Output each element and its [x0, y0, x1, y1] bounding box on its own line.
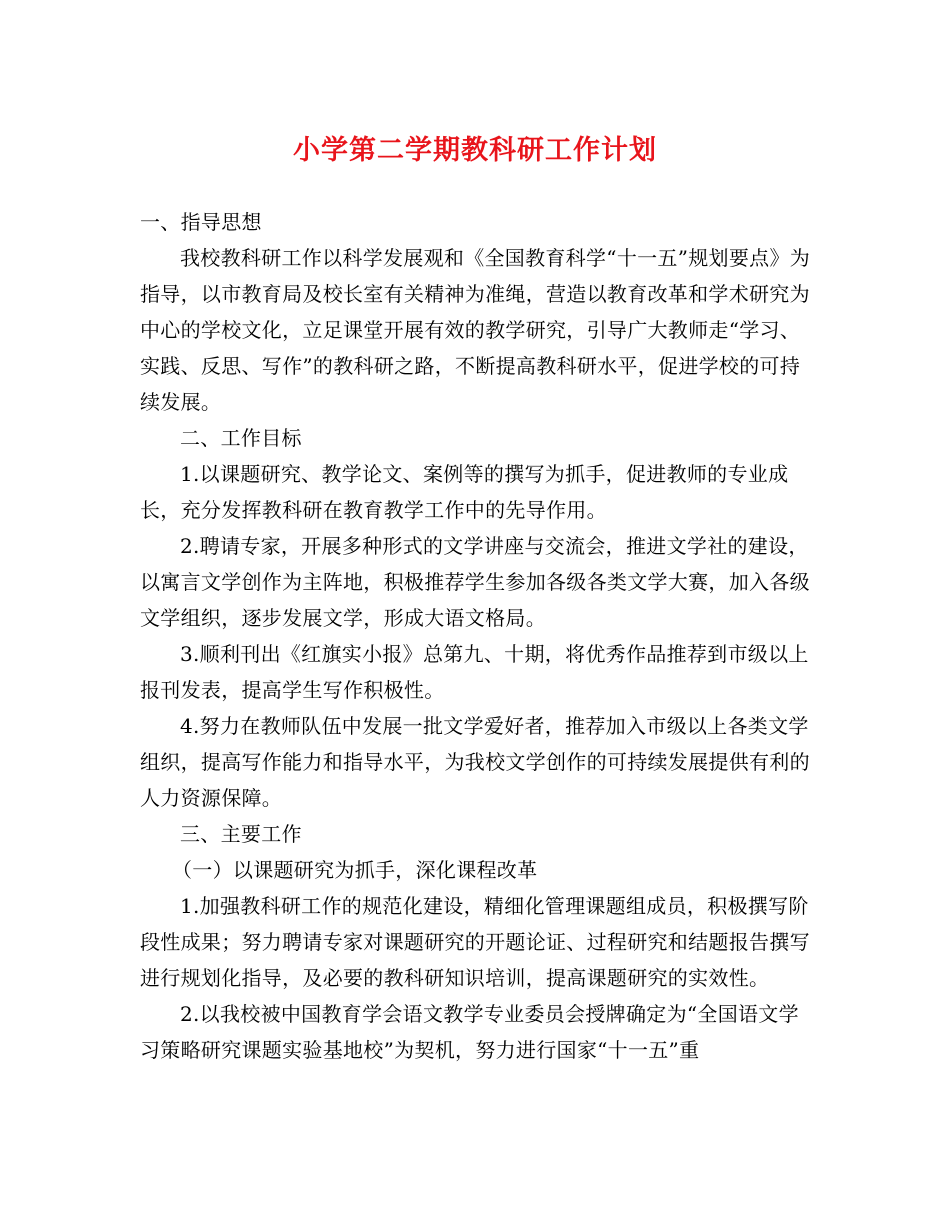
work-item-2: 2.以我校被中国教育学会语文教学专业委员会授牌确定为“全国语文学习策略研究课题实验基地校”为契机，努力进行国家“十一五”重: [140, 1002, 799, 1062]
section-heading-work-goals: 二、工作目标: [180, 426, 302, 450]
goal-item-3: 3.顺利刊出《红旗实小报》总第九、十期，将优秀作品推荐到市级以上报刊发表，提高学生写作积极性。: [140, 642, 809, 702]
paragraph-guiding-thought: 我校教科研工作以科学发展观和《全国教育科学“十一五”规划要点》为指导，以市教育局及校长室有关精神为准绳，营造以教育改革和学术研究为中心的学校文化，立足课堂开展有效的教学研究，引导广大教师走“学习、实践、反思、写作”的教科研之路，不断提高教科研水平，促进学校的可持续发展。: [140, 246, 811, 414]
work-item-1: 1.加强教科研工作的规范化建设，精细化管理课题组成员，积极撰写阶段性成果；努力聘请专家对课题研究的开题论证、过程研究和结题报告撰写进行规划化指导，及必要的教科研知识培训，提高课题研究的实效性。: [140, 894, 810, 990]
subsection-heading-1: （一）以课题研究为抓手，深化课程改革: [172, 858, 538, 882]
goal-item-1: 1.以课题研究、教学论文、案例等的撰写为抓手，促进教师的专业成长，充分发挥教科研在教育教学工作中的先导作用。: [140, 462, 789, 522]
document-title: 小学第二学期教科研工作计划: [293, 135, 657, 166]
goal-item-2: 2.聘请专家，开展多种形式的文学讲座与交流会，推进文学社的建设，以寓言文学创作为主阵地，积极推荐学生参加各级各类文学大赛，加入各级文学组织，逐步发展文学，形成大语文格局。: [140, 534, 810, 630]
document-body: [140, 204, 812, 1068]
goal-item-4: 4.努力在教师队伍中发展一批文学爱好者，推荐加入市级以上各类文学组织，提高写作能力和指导水平，为我校文学创作的可持续发展提供有利的人力资源保障。: [140, 714, 810, 810]
section-heading-guiding-thought: 一、指导思想: [140, 210, 262, 234]
section-heading-main-work: 三、主要工作: [180, 822, 302, 846]
